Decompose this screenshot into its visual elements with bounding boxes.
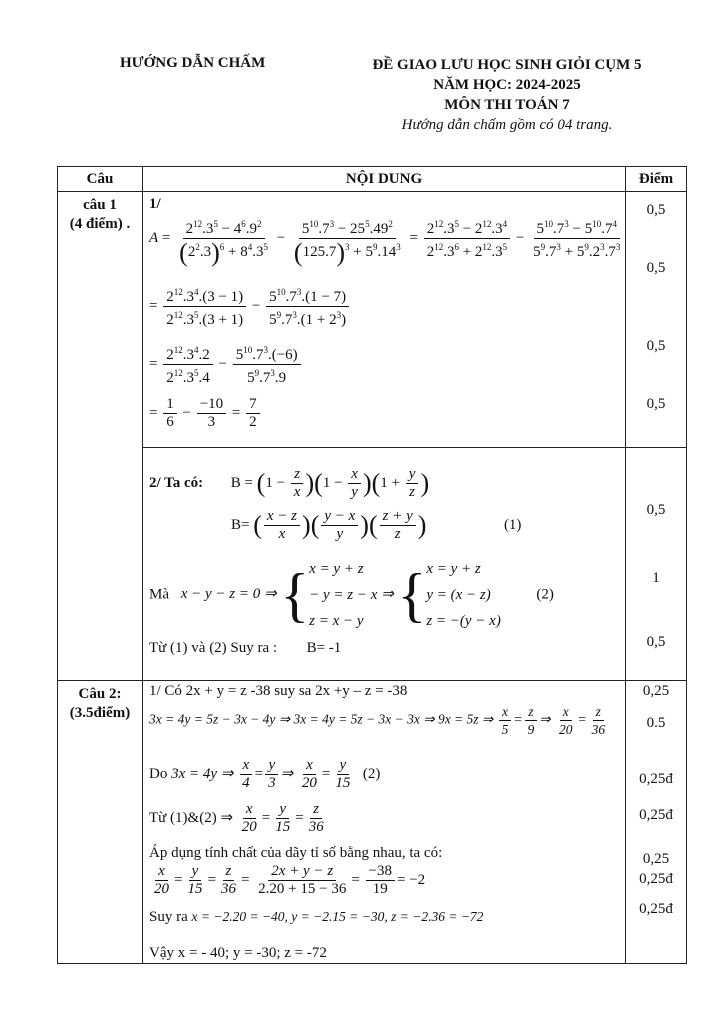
suyra-expr: x = −2.20 = −40, y = −2.15 = −30, z = −2.36 = −72	[191, 909, 484, 924]
cau2-points	[626, 681, 687, 964]
suyra-label: Suy ra	[149, 909, 188, 925]
cau1-sublabel: (4 điểm) .	[69, 216, 131, 232]
page-note: Hướng dẫn chấm gồm có 04 trang.	[401, 117, 613, 133]
formula-line: = $\frac{2^{12}.3^4.2}{2^{12}.3^5.4}$ − $\frac{5^{10}.7^3.(-6)}{5^9.7^3.9}$	[149, 342, 303, 387]
col-cau-header: Câu	[58, 167, 143, 192]
col-points-header: Điểm	[626, 167, 687, 192]
cau1-label: câu 1	[83, 197, 117, 213]
cau2-sublabel: (3.5điểm)	[69, 705, 131, 721]
formula-line: $\frac{x}{20}$ = $\frac{y}{15}$ = $\frac{z}{36}$ = $\frac{2x + y - z}{2.20 + 15 - 36}$ = $\frac{-38}{19}$ = −2	[154, 863, 426, 897]
point-value: 1	[652, 570, 660, 586]
formula-line: 3x = 4y = 5z − 3x − 4y ⇒ 3x = 4y = 5z − 3x − 3x ⇒ 9x = 5z ⇒ $\frac{x}{5}$ = $\frac{z}{9}$ ⇒ $\frac{x}{20}$ = $\frac{z}{36}$	[149, 704, 606, 737]
result: B= -1	[306, 640, 342, 656]
point-value: 0,25đ	[639, 871, 673, 887]
b2-label: B=	[231, 516, 250, 533]
cau2-label-cell	[58, 681, 143, 964]
formula-line: Mà x − y − z = 0 ⇒ { x = y + z − y = z − x z = x − y ⇒ { x = y + z y = (x − z) z = −(y − x) (2)	[149, 561, 554, 629]
cau1-part1-content	[143, 192, 626, 448]
formula-line	[149, 909, 483, 926]
point-value: 0,25đ	[639, 901, 673, 917]
formula-line: Từ (1)&(2) ⇒ $\frac{x}{20}$ = $\frac{y}{15}$ = $\frac{z}{36}$	[149, 801, 324, 835]
point-value: 0,5	[646, 202, 666, 218]
header-right	[352, 55, 662, 135]
point-value: 0,5	[646, 260, 666, 276]
point-value: 0,25đ	[639, 807, 673, 823]
conclusion: Từ (1) và (2) Suy ra :	[149, 640, 278, 656]
point-value: 0,5	[646, 502, 666, 518]
cau2-content	[143, 681, 626, 964]
ma-label: Mà	[149, 586, 169, 603]
tu-label: Từ	[149, 809, 167, 826]
do-label: Do	[149, 765, 168, 782]
formula-line: A = $\frac{2^{12}.3^5 - 4^6.9^2}{(2^2.3)^6 + 8^4.3^5}$ − $\frac{5^{10}.7^3 - 25^5.49^2}{(125.7)^3 + 5^9.14^3}$ = $\frac{2^{12}.3^5 - 2^{12}.3^4}{2^{12}.3^6 + 2^{12}.3^5}$ − $\frac{5^{10}.7^3 - 5^{10}.7^4}{5^9.7^3 + 5^9.2^3.7^3}$	[149, 216, 625, 261]
point-value: 0,5	[646, 396, 666, 412]
formula-line: Do 3x = 4y ⇒ $\frac{x}{4}$ = $\frac{y}{3}$ ⇒ $\frac{x}{20}$ = $\frac{y}{15}$ (2)	[149, 757, 381, 791]
exam-title: ĐỀ GIAO LƯU HỌC SINH GIỎI CỤM 5	[372, 57, 642, 73]
point-value: 0,25	[642, 683, 670, 699]
table-row	[58, 448, 687, 681]
part2-intro: 2/ Ta có:	[149, 474, 204, 491]
grading-table	[57, 166, 687, 964]
tag-1: (1)	[503, 516, 522, 533]
formula-line: B= ( $\frac{x - z}{x}$ )( $\frac{y - x}{y}$ )( $\frac{z + y}{z}$ ) (1)	[231, 508, 522, 542]
point-value: 0.5	[646, 715, 666, 731]
formula-line: = $\frac{1}{6}$ − $\frac{-10}{3}$ = $\frac{7}{2}$	[149, 396, 262, 431]
table-row	[58, 192, 687, 448]
col-content-header: NỘI DUNG	[143, 167, 626, 192]
vay-line: Vậy x = - 40; y = -30; z = -72	[149, 945, 327, 961]
formula-line	[149, 640, 341, 657]
point-value: 0,25đ	[639, 771, 673, 787]
cau1-part2-points	[626, 448, 687, 681]
subject: MÔN THI TOÁN 7	[444, 97, 570, 113]
cau1-part2-content	[143, 448, 626, 681]
point-value: 0,25	[642, 851, 670, 867]
apdung-line: Áp dụng tính chất của dãy tỉ số bằng nhau, ta có:	[149, 845, 443, 861]
cau2-label: Câu 2:	[78, 686, 122, 702]
table-header-row	[58, 167, 687, 192]
part1-title: 1/	[149, 196, 161, 212]
tag-2: (2)	[536, 586, 554, 603]
b-label: B =	[230, 474, 253, 491]
formula-line: 2/ Ta có: B = (1 − $\frac{z}{x}$ )(1 − $\frac{x}{y}$ )(1 + $\frac{y}{z}$ )	[149, 466, 430, 500]
cau1-part1-points	[626, 192, 687, 448]
school-year: NĂM HỌC: 2024-2025	[433, 77, 581, 93]
cau1-label-cell	[58, 192, 143, 681]
formula-line: = $\frac{2^{12}.3^4.(3 - 1)}{2^{12}.3^5.(3 + 1)}$ − $\frac{5^{10}.7^3.(1 - 7)}{5^9.7^3.(1 + 2^3)}$	[149, 284, 351, 329]
table-row	[58, 681, 687, 964]
cau2-line1: 1/ Có 2x + y = z -38 suy sa 2x +y – z = -38	[149, 683, 408, 699]
point-value: 0,5	[646, 338, 666, 354]
point-value: 0,5	[646, 634, 666, 650]
header-left: HƯỚNG DẪN CHẤM	[120, 55, 266, 71]
